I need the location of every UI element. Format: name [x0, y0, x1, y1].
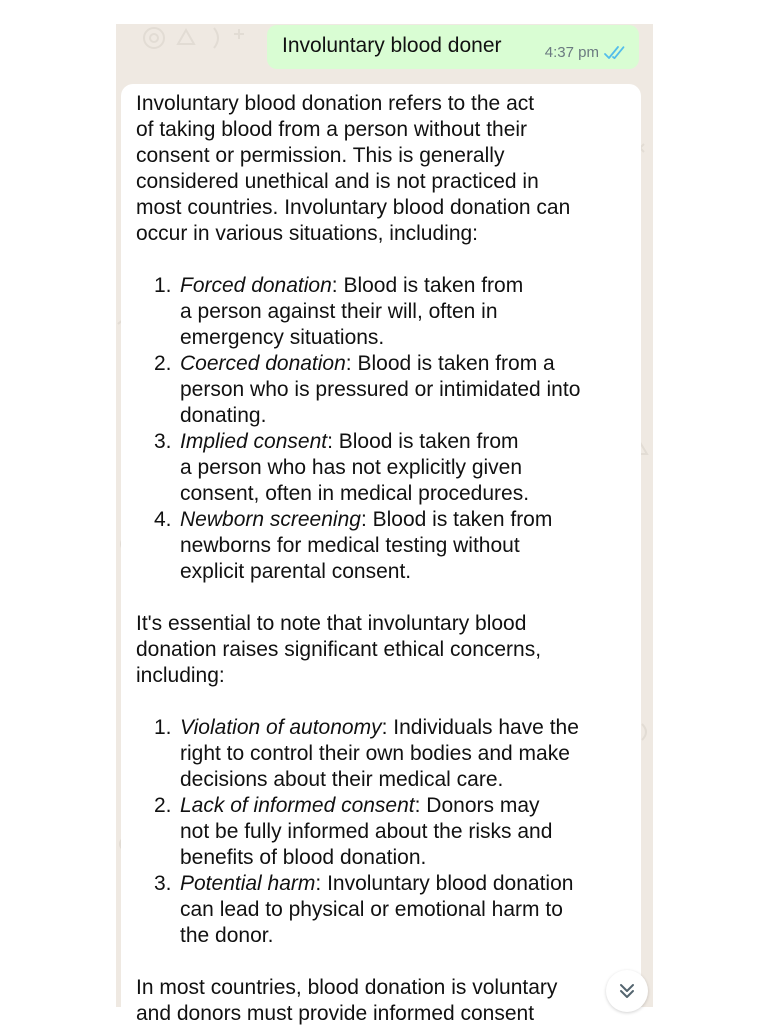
list-item-text: : Blood is taken from — [327, 430, 519, 453]
list-item-term: Violation of autonomy — [180, 716, 382, 739]
list-item-text: : Individuals have the — [381, 716, 579, 739]
list-item-line: person who is pressured or intimidated into — [180, 378, 581, 401]
list-item — [136, 793, 636, 871]
list-item-line: consent, often in medical procedures. — [180, 482, 530, 505]
list-item-line: decisions about their medical care. — [180, 768, 504, 791]
message-line: and donors must provide informed consent — [136, 1002, 535, 1025]
list-item-number: 2. — [154, 794, 172, 817]
list-item-number: 3. — [154, 872, 172, 895]
chat-panel[interactable] — [116, 24, 653, 1025]
list-item-text: : Blood is taken from — [331, 274, 524, 297]
message-line: most countries. Involuntary blood donation can — [136, 196, 571, 219]
list-item — [136, 507, 636, 585]
scroll-to-bottom-button[interactable] — [606, 970, 648, 1012]
list-item-line — [180, 273, 636, 299]
list-item-line — [180, 793, 636, 819]
message-line: donation raises significant ethical concerns, — [136, 638, 542, 661]
list-item-term: Implied consent — [180, 430, 328, 453]
list-item-line: benefits of blood donation. — [180, 846, 427, 869]
double-chevron-down-icon — [617, 981, 637, 1001]
received-message-body — [136, 91, 636, 1027]
message-timestamp: 4:37 pm — [544, 44, 599, 61]
list-item-term: Newborn screening — [180, 508, 361, 531]
message-line: Involuntary blood donation refers to the act — [136, 92, 535, 115]
message-paragraph — [136, 611, 636, 689]
message-line: In most countries, blood donation is voluntary — [136, 976, 558, 999]
list-item-text: : Blood is taken from a — [345, 352, 555, 375]
message-paragraph — [136, 91, 636, 247]
list-item — [136, 273, 636, 351]
paragraph-spacer — [136, 689, 636, 715]
list-item-number: 1. — [154, 716, 172, 739]
numbered-list — [136, 273, 636, 585]
list-item-text: : Donors may — [414, 794, 540, 817]
double-check-read-icon — [603, 45, 629, 61]
list-item-number: 2. — [154, 352, 172, 375]
numbered-list — [136, 715, 636, 949]
list-item-line — [180, 871, 636, 897]
message-line: of taking blood from a person without their — [136, 118, 528, 141]
sent-message-meta — [545, 44, 629, 61]
list-item-term: Lack of informed consent — [180, 794, 415, 817]
paragraph-spacer — [136, 585, 636, 611]
list-item-line — [180, 429, 636, 455]
list-item-line: can lead to physical or emotional harm to — [180, 898, 563, 921]
sent-message-text: Involuntary blood doner — [282, 34, 502, 57]
message-line: occur in various situations, including: — [136, 222, 479, 245]
message-line: It's essential to note that involuntary blood — [136, 612, 527, 635]
paragraph-spacer — [136, 949, 636, 975]
sent-message-bubble[interactable] — [267, 25, 639, 69]
list-item-line: emergency situations. — [180, 326, 385, 349]
list-item-line: explicit parental consent. — [180, 560, 412, 583]
list-item-line — [180, 715, 636, 741]
list-item — [136, 871, 636, 949]
list-item-term: Coerced donation — [180, 352, 346, 375]
message-line: consent or permission. This is generally — [136, 144, 505, 167]
list-item-line — [180, 507, 636, 533]
message-paragraph — [136, 975, 636, 1027]
list-item-number: 4. — [154, 508, 172, 531]
list-item-line: right to control their own bodies and make — [180, 742, 570, 765]
list-item — [136, 429, 636, 507]
list-item-line: a person against their will, often in — [180, 300, 498, 323]
message-line: considered unethical and is not practiced in — [136, 170, 539, 193]
list-item-term: Potential harm — [180, 872, 316, 895]
list-item-line — [180, 351, 636, 377]
list-item-line: not be fully informed about the risks and — [180, 820, 553, 843]
list-item-number: 3. — [154, 430, 172, 453]
list-item-line: the donor. — [180, 924, 274, 947]
list-item-term: Forced donation — [180, 274, 332, 297]
paragraph-spacer — [136, 247, 636, 273]
message-line: including: — [136, 664, 225, 687]
list-item-text: : Involuntary blood donation — [315, 872, 574, 895]
list-item-line: donating. — [180, 404, 267, 427]
list-item-text: : Blood is taken from — [360, 508, 553, 531]
received-message-bubble[interactable] — [121, 84, 641, 1024]
list-item — [136, 715, 636, 793]
list-item-number: 1. — [154, 274, 172, 297]
list-item-line: a person who has not explicitly given — [180, 456, 523, 479]
list-item-line: newborns for medical testing without — [180, 534, 520, 557]
list-item — [136, 351, 636, 429]
